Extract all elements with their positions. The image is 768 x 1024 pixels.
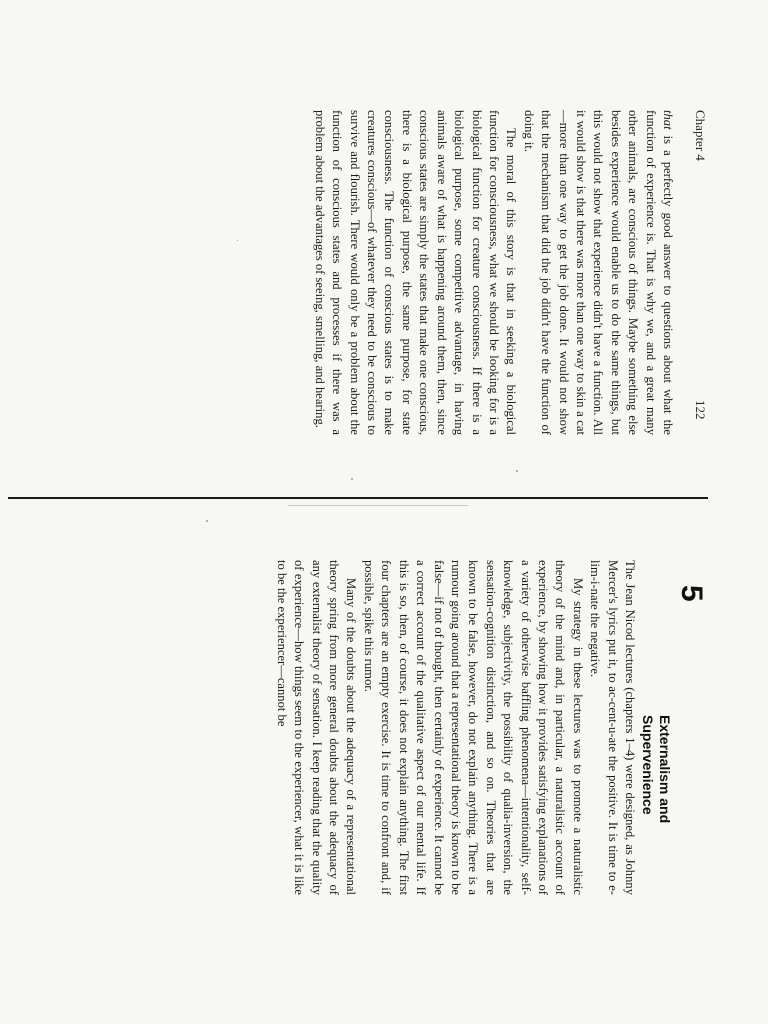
paragraph (519, 110, 676, 435)
chapter-number: 5 (675, 585, 708, 602)
scan-speck (237, 240, 238, 241)
right-page-body (272, 560, 638, 895)
paragraph: The Jean Nicod lectures (chapters 1–4) were designed, as Johnny Mercer's lyrics put it, to ac-cent-u-ate the positive. It is time to e-lim-i-nate the negative. (588, 560, 637, 895)
page-number: 122 (693, 400, 708, 420)
paragraph-text: is a perfectly good answer to questions about what the function of experience is. That is why we, and a great many other animals, are conscious of things. Maybe something else besides experience would enable us to do the same things, but this would not show that experience didn't have a function. All it would show is that there was more than one way to skin a cat—more than one way to get the job done. It would not show that the mechanism that did the job didn't have the function of doing it. (521, 110, 675, 435)
chapter-title-line: Supervenience (640, 715, 656, 815)
left-page-body (310, 110, 676, 435)
chapter-title-line: Externalism and (657, 715, 673, 824)
scan-speck (206, 520, 208, 522)
lead-italic: that (661, 110, 675, 130)
paragraph: My strategy in these lectures was to promote a naturalistic theory of the mind and, in particular, a naturalistic account of experience, by showing how it provides satisfying explanations of a variety of otherwise baffling phenomena—intentionality, self-knowledge, subjectivity, the possibility of qualia-inversion, the sensation-cognition distinction, and so on. Theories that are known to be false, however, do not explain anything. There is a rumour going around that a representational theory is known to be false—if not of thought, then certainly of experience. It cannot be a correct account of the qualitative aspect of our mental life. If this is so, then, of course, it does not explain anything. The first four chapters are an empty exercise. It is time to confront and, if possible, spike this rumor. (361, 560, 585, 895)
running-head: Chapter 4 (693, 110, 708, 161)
paragraph (310, 110, 519, 435)
scan-speck (351, 478, 353, 480)
gutter-shadow (288, 505, 468, 506)
scan-speck (516, 470, 518, 472)
paragraph-text: The moral of this story is that in seeking a biological function for consciousness, what we should be looking for is a biological function for creature consciousness. If there is a biological purpose, some competitive advantage, in having animals aware of what is happening around them, then, since conscious states are simply the states that make one conscious, there is a biological purpose, the same purpose, for state consciousness. The function of conscious states is to make creatures conscious—of whatever they need to be conscious to survive and flourish. There would only be a problem about the function of conscious states and processes if there was a problem about the advantages of seeing, smelling, and hearing. (312, 110, 519, 435)
paragraph: Many of the doubts about the adequacy of a representational theory spring from more general doubts about the adequacy of any externalist theory of sensation. I keep reading that the quality of experience—how things seem to the experiencer, what it is like to be the experiencer—cannot be (274, 560, 359, 895)
page-fold-line (8, 497, 708, 499)
chapter-title (639, 715, 673, 823)
